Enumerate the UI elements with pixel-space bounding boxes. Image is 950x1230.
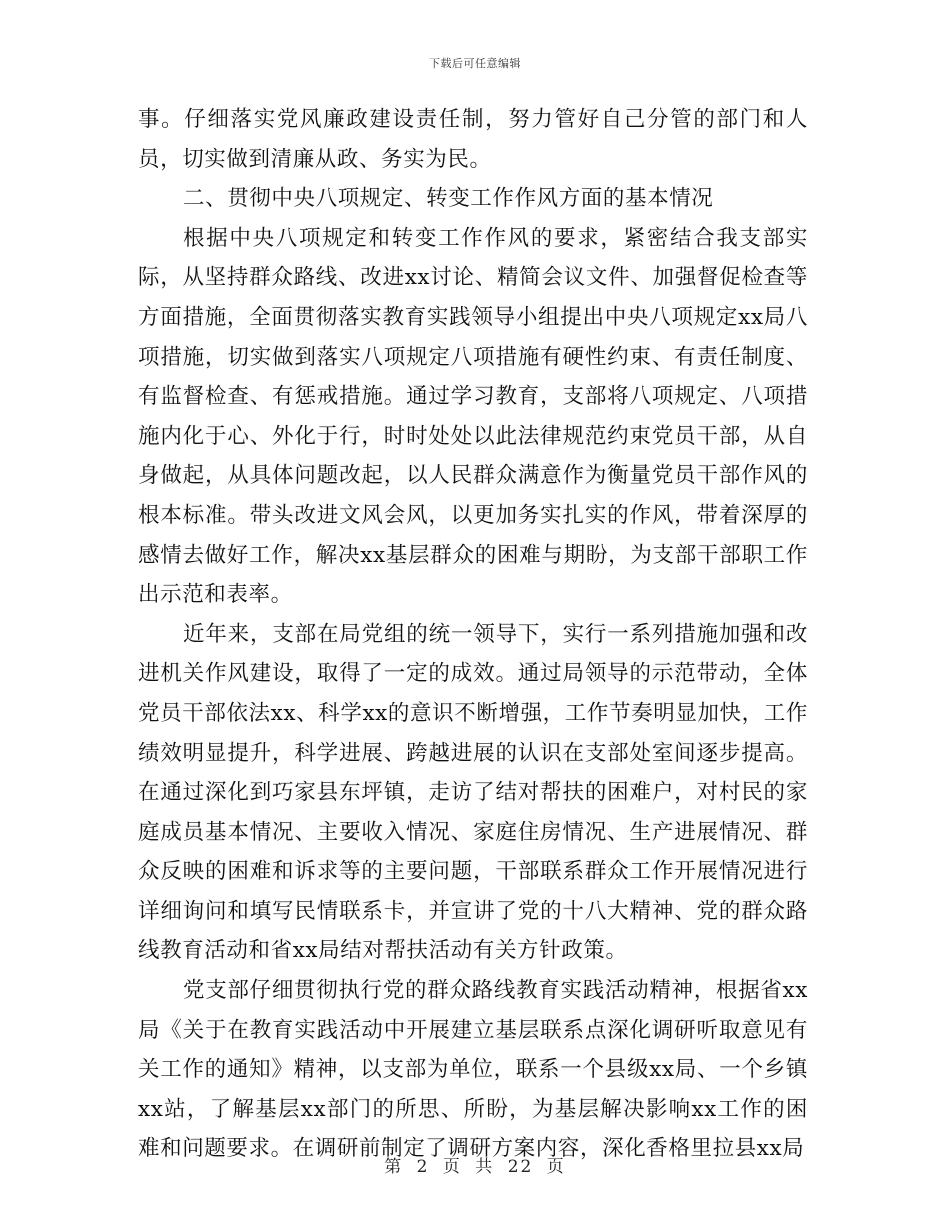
paragraph-3: 根据中央八项规定和转变工作作风的要求，紧密结合我支部实际，从坚持群众路线、改进xx讨论、精简会议文件、加强督促检查等方面措施，全面贯彻落实教育实践领导小组提出中央八项规定xx局八项措施，切实做到落实八项规定八项措施有硬性约束、有责任制度、有监督检查、有惩戒措施。通过学习教育，支部将八项规定、八项措施内化于心、外化于行，时时处处以此法律规范约束党员干部，从自身做起，从具体问题改起，以人民群众满意作为衡量党员干部作风的根本标准。带头改进文风会风，以更加务实扎实的作风，带着深厚的感情去做好工作，解决xx基层群众的困难与期盼，为支部干部职工作出示范和表率。 [138, 225, 808, 608]
paragraph-1: 事。仔细落实党风廉政建设责任制，努力管好自己分管的部门和人员，切实做到清廉从政、务实为民。 [138, 107, 808, 172]
section-heading: 二、贯彻中央八项规定、转变工作作风方面的基本情况 [183, 186, 714, 212]
page-header: 下载后可任意编辑 [429, 57, 521, 70]
paragraph-5: 党支部仔细贯彻执行党的群众路线教育实践活动精神，根据省xx局《关于在教育实践活动中开展建立基层联系点深化调研听取意见有关工作的通知》精神，以支部为单位，联系一个县级xx局、一个乡镇xx站，了解基层xx部门的所思、所盼，为基层解决影响xx工作的困难和问题要求。在调研前制定了调研方案内容，深化香格里拉县xx局 [138, 978, 808, 1162]
paragraph-4: 近年来，支部在局党组的统一领导下，实行一系列措施加强和改进机关作风建设，取得了一定的成效。通过局领导的示范带动，全体党员干部依法xx、科学xx的意识不断增强，工作节奏明显加快，工作绩效明显提升，科学进展、跨越进展的认识在支部处室间逐步提高。在通过深化到巧家县东坪镇，走访了结对帮扶的困难户，对村民的家庭成员基本情况、主要收入情况、家庭住房情况、生产进展情况、群众反映的困难和诉求等的主要问题，干部联系群众工作开展情况进行详细询问和填写民情联系卡，并宣讲了党的十八大精神、党的群众路线教育活动和省xx局结对帮扶活动有关方针政策。 [138, 621, 808, 964]
page-number-footer: 第 2 页 共 22 页 [384, 1157, 566, 1177]
document-body [138, 100, 808, 1169]
